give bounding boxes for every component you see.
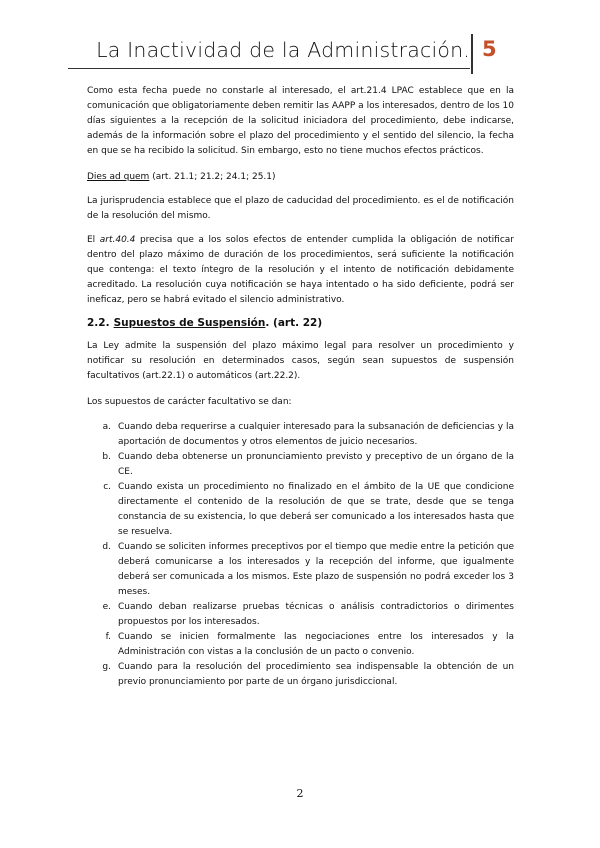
list-marker: b. [102,452,111,462]
paragraph: Como esta fecha puede no constarle al interesado, el art.21.4 LPAC establece que en la comunicación que obligatoriamente deben remitir las AAPP a los interesados, dentro de los 10 días siguientes a la recepción de la solicitud iniciadora del procedimiento, debe indicarse, además de la información sobre el plazo del procedimiento y el sentido del silencio, la fecha en que se ha recibido la solicitud. Sin embargo, esto no tiene muchos efectos prácticos. [87,86,514,156]
list-item-text: Cuando se inicien formalmente las negociaciones entre los interesados y la Administración con vistas a la conclusión de un pacto o convenio. [118,632,514,657]
suspension-cases-list [87,420,514,690]
body-content [87,84,514,690]
list-item [87,450,514,480]
list-item [87,600,514,630]
list-item [87,420,514,450]
section-heading [87,316,514,331]
list-item [87,540,514,600]
dies-ad-quem-line [87,170,514,185]
list-item-text: Cuando deba obtenerse un pronunciamiento previsto y preceptivo de un órgano de la CE. [118,452,514,477]
section-title: Supuestos de Suspensión [113,317,266,329]
list-item-text: Cuando para la resolución del procedimiento sea indispensable la obtención de un previo pronunciamiento por parte de un órgano jurisdiccional. [118,662,514,687]
header-rule [68,68,470,69]
list-marker: e. [102,602,111,612]
footer-page-number: 2 [296,787,304,800]
document-title: La Inactividad de la Administración. [96,38,470,62]
paragraph [87,233,514,308]
section-number: 2.2. [87,317,110,329]
dies-ad-quem-label: Dies ad quem [87,172,150,182]
list-item-text: Cuando se soliciten informes preceptivos por el tiempo que medie entre la petición que deberá comunicarse a los interesados y la recepción del informe, que igualmente deberá ser comunicada a los mismos. Este plazo de suspensión no podrá exceder los 3 meses. [118,542,514,597]
article-reference: art.40.4 [99,235,136,245]
list-marker: c. [103,482,111,492]
list-item-text: Cuando deban realizarse pruebas técnicas o análisis contradictorios o dirimentes propuestos por los interesados. [118,602,514,627]
header-separator [471,34,473,74]
paragraph: Los supuestos de carácter facultativo se dan: [87,397,292,407]
header-page-number: 5 [482,37,497,61]
list-item [87,480,514,540]
paragraph: La jurisprudencia establece que el plazo de caducidad del procedimiento. es el de notificación de la resolución del mismo. [87,196,514,221]
section-ref: . (art. 22) [265,317,323,329]
list-marker: d. [102,542,111,552]
page-header [0,34,600,74]
paragraph: La Ley admite la suspensión del plazo máximo legal para resolver un procedimiento y notificar su resolución en determinados casos, según sean supuestos de suspensión facultativos (art.22.1) o automáticos (art.22.2). [87,341,514,381]
dies-ad-quem-refs: (art. 21.1; 21.2; 24.1; 25.1) [149,172,276,182]
text-run: precisa que a los solos efectos de entender cumplida la obligación de notificar dentro del plazo máximo de duración de los procedimientos, será suficiente la notificación que contenga: el texto íntegro de la resolución y el intento de notificación debidamente acreditado. La resolución cuya notificación se haya intentado o ha sido deficiente, podrá ser ineficaz, pero se habrá evitado el silencio administrativo. [87,235,514,305]
list-marker: f. [105,632,111,642]
list-item [87,660,514,690]
list-item-text: Cuando exista un procedimiento no finalizado en el ámbito de la UE que condicione directamente el contenido de la resolución de que se trate, desde que se tenga constancia de su existencia, lo que deberá ser comunicado a los interesados hasta que se resuelva. [118,482,514,537]
text-run: El [87,235,100,245]
list-marker: g. [102,662,111,672]
list-item-text: Cuando deba requerirse a cualquier interesado para la subsanación de deficiencias y la aportación de documentos y otros elementos de juicio necesarios. [118,422,514,447]
list-marker: a. [102,422,111,432]
list-item [87,630,514,660]
